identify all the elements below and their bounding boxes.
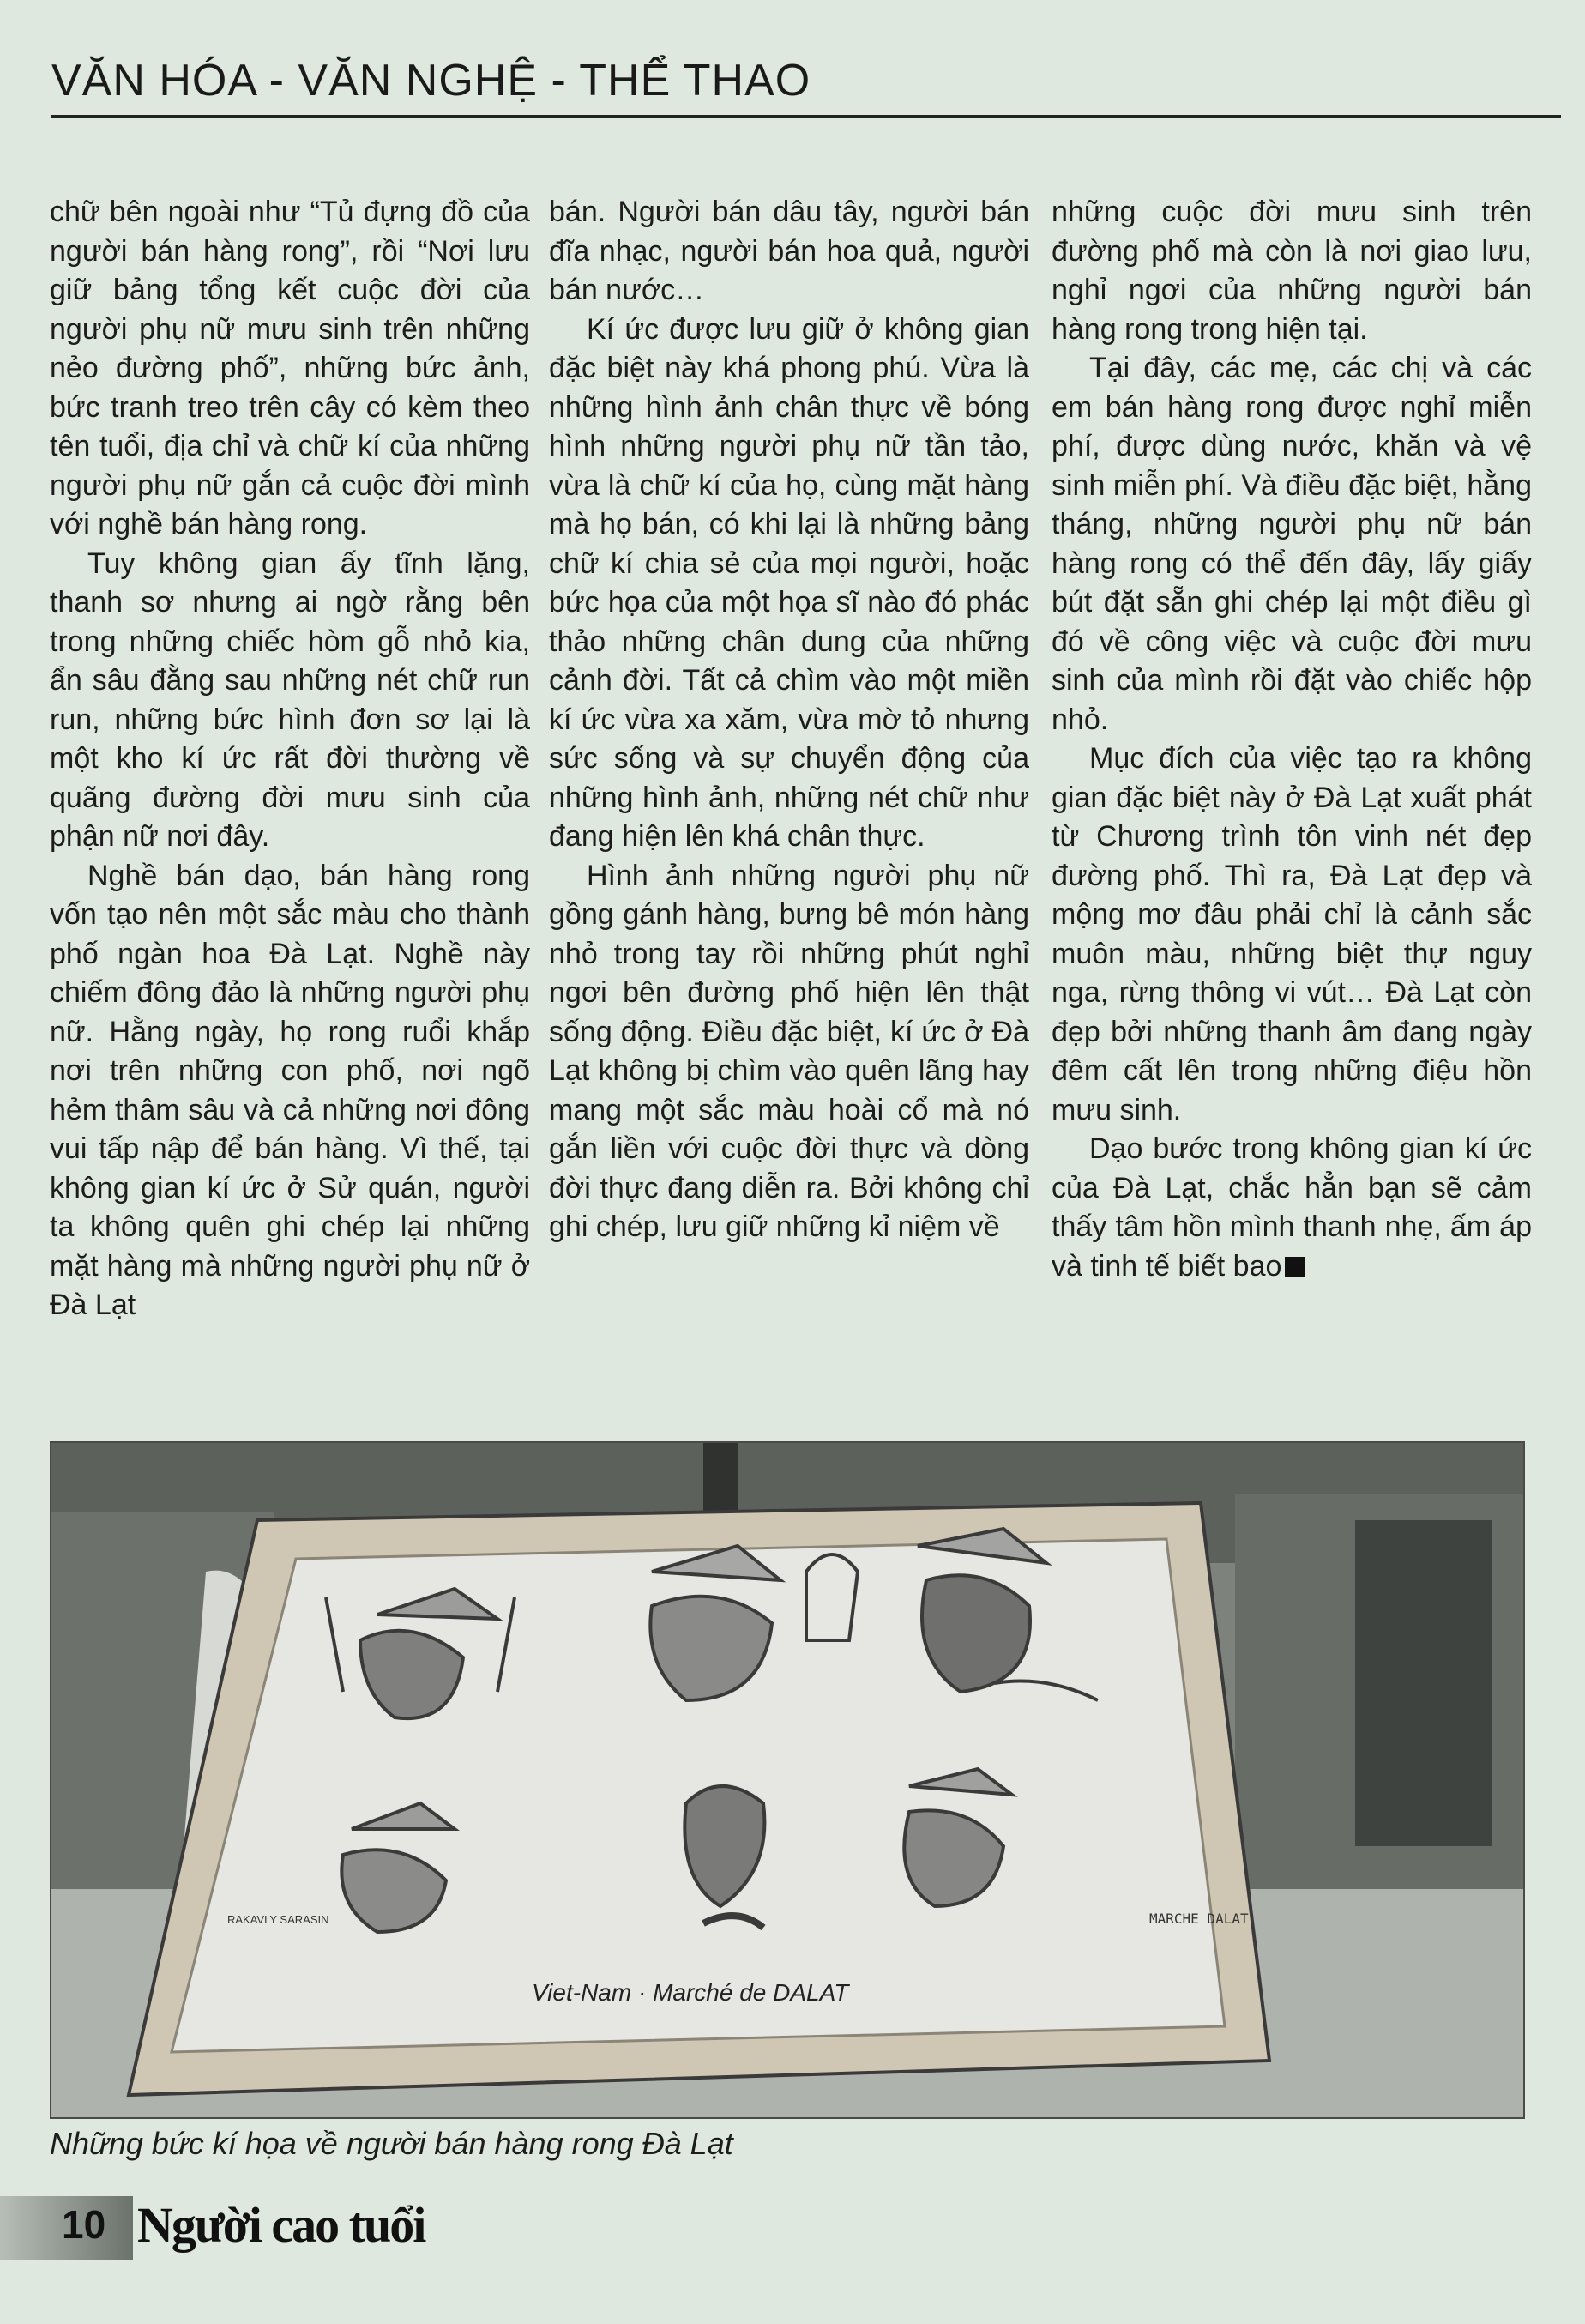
paragraph: Kí ức được lưu giữ ở không gian đặc biệt này khá phong phú. Vừa là những hình ảnh chân thực về bóng hình những người phụ nữ tần tảo, vừa là chữ kí của họ, cùng mặt hàng mà họ bán, có khi lại là những bảng chữ kí chia sẻ của mọi người, hoặc bức họa của một họa sĩ nào đó phác thảo những chân dung của những cảnh đời. Tất cả chìm vào một miền kí ức vừa xa xăm, vừa mờ tỏ nhưng sức sống và sự chuyển động của những hình ảnh, những nét chữ như đang hiện lên khá chân thực. — [549, 312, 1029, 853]
paragraph: Tuy không gian ấy tĩnh lặng, thanh sơ nhưng ai ngờ rằng bên trong những chiếc hòm gỗ nhỏ kia, ẩn sâu đằng sau những nét chữ run run, những bức hình đơn sơ lại là một kho kí ức rất đời thường về quãng đường đời mưu sinh của phận nữ nơi đây. — [50, 546, 530, 853]
paragraph: Mục đích của việc tạo ra không gian đặc biệt này ở Đà Lạt xuất phát từ Chương trình tôn vinh nét đẹp đường phố. Thì ra, Đà Lạt đẹp và mộng mơ đâu phải chỉ là cảnh sắc muôn màu, những biệt thự nguy nga, rừng thông vi vút… Đà Lạt còn đẹp bởi những thanh âm đang ngày đêm cất lên trong những điệu hồn mưu sinh. — [1052, 742, 1532, 1126]
paragraph-text: Dạo bước trong không gian kí ức của Đà Lạt, chắc hẳn bạn sẽ cảm thấy tâm hồn mình thanh nhẹ, ấm áp và tinh tế biết bao — [1052, 1132, 1532, 1283]
paragraph: bán. Người bán dâu tây, người bán đĩa nhạc, người bán hoa quả, người bán nước… — [549, 196, 1029, 306]
paragraph: những cuộc đời mưu sinh trên đường phố mà còn là nơi giao lưu, nghỉ ngơi của những người bán hàng rong trong hiện tại. — [1052, 196, 1532, 346]
magazine-name: Người cao tuổi — [137, 2197, 425, 2253]
painting-title: Viet-Nam · Marché de DALAT — [532, 1979, 849, 2006]
article-column-2 — [549, 193, 1029, 1428]
paragraph: Tại đây, các mẹ, các chị và các em bán hàng rong được nghỉ miễn phí, được dùng nước, khăn và vệ sinh miễn phí. Và điều đặc biệt, hằng tháng, những người phụ nữ bán hàng rong có thể đến đây, lấy giấy bút đặt sẵn ghi chép lại một điều gì đó về công việc và cuộc đời mưu sinh của mình rồi đặt vào chiếc hộp nhỏ. — [1052, 352, 1532, 736]
page-header — [51, 50, 1561, 118]
paragraph: chữ bên ngoài như “Tủ đựng đồ của người bán hàng rong”, rồi “Nơi lưu giữ bảng tổng kết cuộc đời của người phụ nữ mưu sinh trên những nẻo đường phố”, những bức ảnh, bức tranh treo trên cây có kèm theo tên tuổi, địa chỉ và chữ kí của những người phụ nữ gắn cả cuộc đời mình với nghề bán hàng rong. — [50, 196, 530, 540]
paragraph: Nghề bán dạo, bán hàng rong vốn tạo nên một sắc màu cho thành phố ngàn hoa Đà Lạt. Nghề này chiếm đông đảo là những người phụ nữ. Hằng ngày, họ rong ruổi khắp nơi trên những con phố, nơi ngõ hẻm thâm sâu và cả những nơi đông vui tấp nập để bán hàng. Vì thế, tại không gian kí ức ở Sử quán, người ta không quên ghi chép lại những mặt hàng mà những người phụ nữ ở Đà Lạt — [50, 859, 530, 1321]
header-rule — [51, 115, 1561, 118]
page-number: 10 — [62, 2202, 106, 2247]
section-title: VĂN HÓA - VĂN NGHỆ - THỂ THAO — [51, 56, 811, 106]
article-column-3 — [1052, 193, 1532, 1428]
article-column-1 — [50, 193, 530, 1428]
photo-caption: Những bức kí họa về người bán hàng rong Đà Lạt — [50, 2126, 733, 2161]
article-photo — [50, 1441, 1525, 2119]
artist-signature: RAKAVLY SARASIN — [227, 1913, 329, 1926]
corner-note: MARCHE DALAT — [1149, 1911, 1249, 1927]
photo-illustration — [51, 1443, 1523, 2117]
end-mark-icon — [1285, 1257, 1305, 1277]
page-footer — [0, 2196, 1585, 2273]
paragraph-final — [1052, 1130, 1532, 1286]
paragraph: Hình ảnh những người phụ nữ gồng gánh hàng, bưng bê món hàng nhỏ trong tay rồi những phút nghỉ ngơi bên đường phố hiện lên thật sống động. Điều đặc biệt, kí ức ở Đà Lạt không bị chìm vào quên lãng hay mang một sắc màu hoài cổ mà nó gắn liền với cuộc đời thực và dòng đời thực đang diễn ra. Bởi không chỉ ghi chép, lưu giữ những kỉ niệm về — [549, 859, 1029, 1243]
